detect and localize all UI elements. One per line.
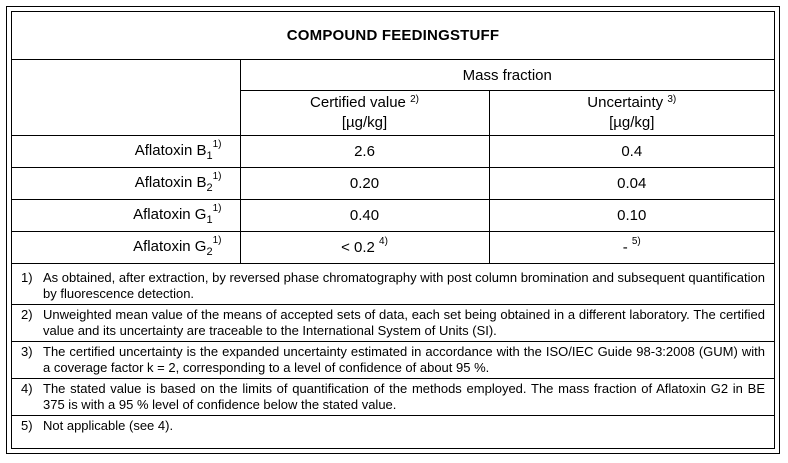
outer-frame [6, 6, 780, 454]
uncertainty-label: Uncertainty [587, 94, 664, 111]
footnote-number: 3) [21, 344, 33, 359]
footnotes [12, 264, 774, 437]
mass-fraction-header: Mass fraction [240, 60, 774, 91]
table-container [11, 11, 775, 449]
footnote-item [12, 342, 774, 379]
compound-name: Aflatoxin $B_2^{1)}$ [12, 168, 240, 200]
footnote-item [12, 416, 774, 437]
uncertainty-value: 0.10 [489, 200, 774, 232]
footnote-text: Unweighted mean value of the means of accepted sets of data, each set being obtained in a different laboratory. The certified value and its uncertainty are traceable to the International System of Units (SI). [43, 307, 765, 338]
empty-header-cell [12, 60, 240, 136]
uncertainty-value: 0.4 [489, 136, 774, 168]
table-row [12, 200, 774, 232]
footnote-number: 5) [21, 418, 33, 433]
compound-name: Aflatoxin $G_1^{1)}$ [12, 200, 240, 232]
table-row [12, 232, 774, 264]
table-row [12, 168, 774, 200]
certified-value: 0.40 [240, 200, 489, 232]
certified-value-footnote: 2) [410, 94, 419, 105]
uncertainty-header [489, 91, 774, 136]
uncertainty-footnote: 3) [667, 94, 677, 105]
table-title: COMPOUND FEEDINGSTUFF [12, 12, 774, 60]
table-row [12, 136, 774, 168]
footnote-text: As obtained, after extraction, by reversed phase chromatography with post column bromination and subsequent quantification by fluorescence detection. [43, 270, 765, 301]
uncertainty-value: 0.04 [489, 168, 774, 200]
footnote-number: 1) [21, 270, 33, 285]
footnote-number: 4) [21, 381, 33, 396]
certified-value: 2.6 [240, 136, 489, 168]
uncertainty-unit: [µg/kg] [609, 114, 655, 131]
certified-value: 0.20 [240, 168, 489, 200]
uncertainty-value: - $^{5)}$ [489, 232, 774, 264]
compound-name: Aflatoxin $G_2^{1)}$ [12, 232, 240, 264]
footnote-item [12, 268, 774, 305]
footnote-item [12, 305, 774, 342]
certified-values-table [12, 12, 774, 264]
footnote-number: 2) [21, 307, 33, 322]
footnote-text: Not applicable (see 4). [43, 418, 174, 433]
footnote-text: The certified uncertainty is the expanded uncertainty estimated in accordance with the ISO/IEC Guide 98-3:2008 (GUM) with a coverage factor k = 2, corresponding to a level of confidence of about 95 %. [43, 344, 765, 375]
certified-value-header [240, 91, 489, 136]
footnote-text: The stated value is based on the limits of quantification of the methods employed. The mass fraction of Aflatoxin G2 in BE 375 is with a 95 % level of confidence below the stated value. [43, 381, 765, 412]
certified-value-label: Certified value [310, 94, 406, 111]
certified-value-unit: [µg/kg] [341, 114, 388, 131]
compound-name: Aflatoxin $B_1^{1)}$ [12, 136, 240, 168]
certified-value: < 0.2 $^{4)}$ [240, 232, 489, 264]
footnote-item [12, 379, 774, 416]
